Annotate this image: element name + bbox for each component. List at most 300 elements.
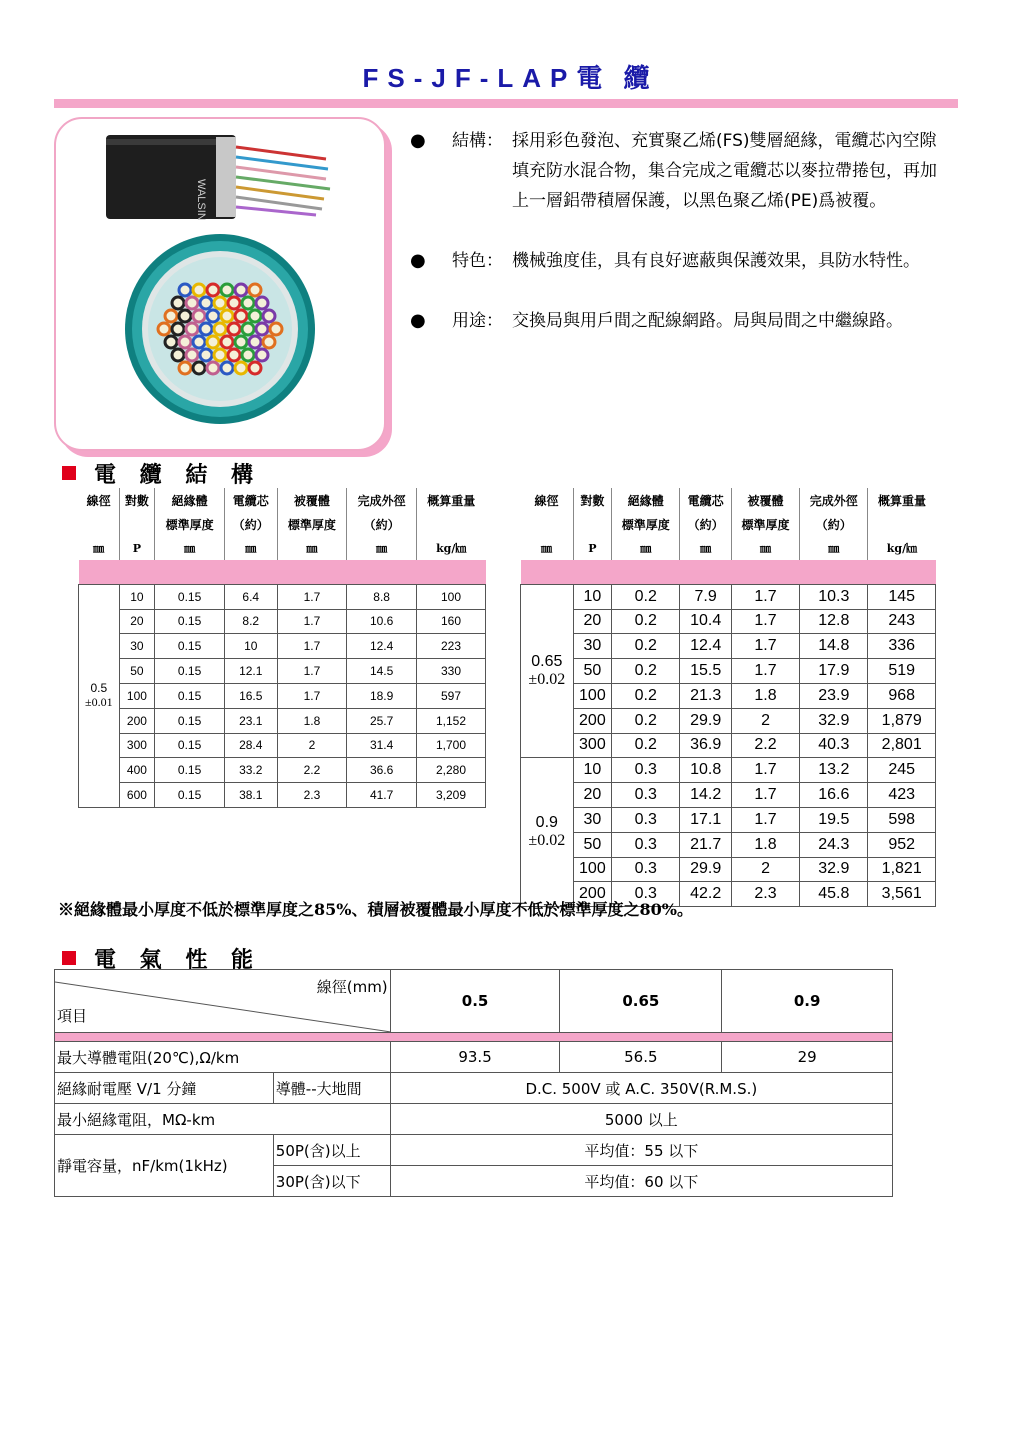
- header-row: [79, 488, 486, 512]
- cable-illustration: [56, 119, 384, 449]
- table-cell: 16.5: [224, 683, 277, 708]
- cable-core: [186, 323, 198, 335]
- table-cell: 3,209: [416, 783, 485, 808]
- table-row: [79, 634, 486, 659]
- header-row: [55, 970, 893, 1033]
- cable-core: [214, 349, 226, 361]
- table-cell: 14.8: [800, 634, 868, 659]
- table-row: [79, 659, 486, 684]
- col-header: 標準厚度: [155, 512, 225, 536]
- cable-core: [221, 362, 233, 374]
- col-header: [573, 512, 612, 536]
- table-row: [55, 1073, 893, 1104]
- table-cell: 7.9: [680, 584, 732, 609]
- table-cell: 2: [277, 733, 347, 758]
- table-cell: 100: [416, 584, 485, 609]
- col-header: （約）: [224, 512, 277, 536]
- col-header: 對數: [573, 488, 612, 512]
- cable-core: [249, 310, 261, 322]
- cable-core: [172, 349, 184, 361]
- wire-tolerance: ±0.02: [528, 671, 566, 689]
- table-cell: 0.3: [612, 857, 680, 882]
- header-row: [79, 512, 486, 536]
- col-header: [521, 512, 574, 536]
- table-cell: 14.2: [680, 783, 732, 808]
- table-cell: 17.1: [680, 807, 732, 832]
- wire-size-cell: [521, 584, 574, 758]
- bullet-dot-icon: ●: [410, 250, 426, 271]
- table-row: [521, 609, 936, 634]
- table-cell: 50: [573, 659, 612, 684]
- table-cell: 1.7: [731, 783, 799, 808]
- table-cell: 23.9: [800, 683, 868, 708]
- table-cell: 10.6: [347, 609, 417, 634]
- cable-core: [256, 297, 268, 309]
- table-cell: 600: [119, 783, 155, 808]
- table-cell: 0.2: [612, 634, 680, 659]
- table-row: [521, 832, 936, 857]
- table-row: [521, 758, 936, 783]
- table-cell: 平均值：60 以下: [390, 1166, 892, 1197]
- wire-size: 0.65: [531, 653, 563, 671]
- table-row: [79, 708, 486, 733]
- table-row: [55, 1104, 893, 1135]
- table-cell: 38.1: [224, 783, 277, 808]
- cable-core: [193, 284, 205, 296]
- col-header: 標準厚度: [731, 512, 799, 536]
- cable-core: [179, 310, 191, 322]
- units-row: [79, 536, 486, 560]
- section-title: 電 氣 性 能: [94, 948, 261, 973]
- table-cell: 56.5: [560, 1042, 722, 1073]
- table-cell: 1,152: [416, 708, 485, 733]
- table-row: [521, 683, 936, 708]
- cable-core: [165, 310, 177, 322]
- cable-core: [228, 349, 240, 361]
- col-header: 電纜芯: [680, 488, 732, 512]
- table-row: [55, 1135, 893, 1166]
- cable-core: [235, 310, 247, 322]
- col-header: 線徑: [534, 493, 559, 508]
- table-cell: 36.9: [680, 733, 732, 758]
- cable-core: [179, 336, 191, 348]
- cable-core: [214, 297, 226, 309]
- table-cell: 2.3: [731, 882, 799, 907]
- row-label: 最小絕緣電阻，MΩ-km: [55, 1104, 391, 1135]
- table-cell: 20: [573, 609, 612, 634]
- table-cell: 1.7: [277, 659, 347, 684]
- col-header: 概算重量: [416, 488, 485, 512]
- table-cell: 1.7: [277, 634, 347, 659]
- spec-table-2: [520, 488, 936, 907]
- cable-core: [235, 362, 247, 374]
- table-cell: 330: [416, 659, 485, 684]
- table-cell: 1,821: [868, 857, 936, 882]
- table-cell: 20: [119, 609, 155, 634]
- table-cell: 200: [573, 708, 612, 733]
- table-cell: 1.7: [731, 659, 799, 684]
- row-sublabel: 30P(含)以下: [273, 1166, 390, 1197]
- title-divider: [54, 99, 958, 108]
- table-cell: 12.4: [680, 634, 732, 659]
- table-cell: 21.3: [680, 683, 732, 708]
- table-cell: 平均值：55 以下: [390, 1135, 892, 1166]
- row-sublabel: 導體--大地間: [273, 1073, 390, 1104]
- unit-label: ㎜: [612, 536, 680, 560]
- product-photo: [54, 117, 386, 451]
- table-cell: 100: [573, 683, 612, 708]
- table-cell: 968: [868, 683, 936, 708]
- col-header: 絕緣體: [612, 488, 680, 512]
- feature-list: [410, 126, 950, 360]
- wire-size-cell: [79, 584, 120, 807]
- col-header: 標準厚度: [277, 512, 347, 536]
- table-cell: 17.9: [800, 659, 868, 684]
- table-cell: 0.15: [155, 659, 225, 684]
- diagonal-header-cell: [55, 970, 391, 1033]
- cable-core: [200, 349, 212, 361]
- table-cell: 13.2: [800, 758, 868, 783]
- red-square-icon: [62, 951, 76, 965]
- cable-core: [221, 284, 233, 296]
- table-cell: 336: [868, 634, 936, 659]
- wire-size: 0.5: [90, 681, 108, 696]
- section-title: 電 纜 結 構: [94, 463, 261, 488]
- unit-label: kg/㎞: [868, 536, 936, 560]
- table-cell: 0.2: [612, 708, 680, 733]
- table-cell: 519: [868, 659, 936, 684]
- table-cell: 0.3: [612, 882, 680, 907]
- table-cell: 1.7: [731, 758, 799, 783]
- table-cell: 15.5: [680, 659, 732, 684]
- cable-core: [186, 297, 198, 309]
- table-cell: 1.7: [731, 807, 799, 832]
- cable-core: [179, 362, 191, 374]
- table-cell: 597: [416, 683, 485, 708]
- table-row: [521, 807, 936, 832]
- col-header: [416, 512, 485, 536]
- table-cell: 1.8: [731, 683, 799, 708]
- table-cell: 40.3: [800, 733, 868, 758]
- table-cell: 32.9: [800, 857, 868, 882]
- cable-core: [249, 336, 261, 348]
- col-header: [868, 512, 936, 536]
- table-cell: 33.2: [224, 758, 277, 783]
- table-cell: 16.6: [800, 783, 868, 808]
- list-item: [410, 126, 950, 216]
- table-cell: 1.7: [731, 584, 799, 609]
- table-cell: 0.3: [612, 758, 680, 783]
- col-header: 絕緣體: [155, 488, 225, 512]
- bullet-dot-icon: ●: [410, 130, 426, 151]
- table-cell: 10.8: [680, 758, 732, 783]
- unit-label: ㎜: [224, 536, 277, 560]
- table-cell: 0.15: [155, 733, 225, 758]
- cable-core: [207, 284, 219, 296]
- cable-core: [242, 297, 254, 309]
- cable-core: [158, 323, 170, 335]
- cable-core: [214, 323, 226, 335]
- col-header: 標準厚度: [612, 512, 680, 536]
- unit-label: kg/㎞: [416, 536, 485, 560]
- table-cell: 0.15: [155, 609, 225, 634]
- table-cell: 0.15: [155, 584, 225, 609]
- bullet-label: 結構：: [452, 131, 503, 151]
- table-row: [55, 1042, 893, 1073]
- cable-core: [249, 284, 261, 296]
- table-row: [521, 584, 936, 609]
- table-cell: 300: [573, 733, 612, 758]
- col-header: （約）: [680, 512, 732, 536]
- unit-label: ㎜: [541, 542, 553, 555]
- cable-core: [256, 323, 268, 335]
- red-square-icon: [62, 466, 76, 480]
- table-cell: 2: [731, 857, 799, 882]
- cable-core: [193, 336, 205, 348]
- table-cell: 0.3: [612, 807, 680, 832]
- bullet-text: 機械強度佳，具有良好遮蔽與保護效果，具防水特性。: [512, 251, 920, 271]
- electrical-table: [54, 969, 893, 1197]
- table-cell: 3,561: [868, 882, 936, 907]
- cable-core: [193, 310, 205, 322]
- table-cell: 160: [416, 609, 485, 634]
- table-cell: 29: [722, 1042, 893, 1073]
- pink-separator: [79, 560, 486, 584]
- unit-label: ㎜: [731, 536, 799, 560]
- table-cell: 29.9: [680, 708, 732, 733]
- cable-core: [242, 349, 254, 361]
- cable-core: [270, 323, 282, 335]
- cable-core: [249, 362, 261, 374]
- cable-core: [228, 297, 240, 309]
- unit-label: P: [119, 536, 155, 560]
- table-cell: 8.2: [224, 609, 277, 634]
- table-cell: 0.2: [612, 733, 680, 758]
- table-cell: 10: [573, 584, 612, 609]
- cable-core: [235, 284, 247, 296]
- list-item: [410, 246, 950, 276]
- bullet-label: 用途：: [452, 311, 503, 331]
- table-cell: 45.8: [800, 882, 868, 907]
- table-cell: 0.2: [612, 659, 680, 684]
- cable-core: [172, 323, 184, 335]
- table-cell: 952: [868, 832, 936, 857]
- table-cell: 100: [119, 683, 155, 708]
- header-row: [521, 488, 936, 512]
- table-cell: 1.7: [277, 584, 347, 609]
- table-cell: 30: [573, 634, 612, 659]
- col-header: [79, 512, 120, 536]
- table-cell: 0.2: [612, 683, 680, 708]
- row-label: 最大導體電阻(20℃),Ω/km: [55, 1042, 391, 1073]
- table-cell: 423: [868, 783, 936, 808]
- table-row: [521, 659, 936, 684]
- col-header: [119, 512, 155, 536]
- table-cell: 0.3: [612, 832, 680, 857]
- unit-label: ㎜: [155, 536, 225, 560]
- col-header: 線徑: [86, 493, 111, 508]
- table-cell: 18.9: [347, 683, 417, 708]
- footnote: ※絕緣體最小厚度不低於標準厚度之85%、積層被覆體最小厚度不低於標準厚度之80%。: [58, 900, 693, 919]
- unit-label: ㎜: [800, 536, 868, 560]
- table-row: [79, 733, 486, 758]
- cable-core: [172, 297, 184, 309]
- table-cell: 10.4: [680, 609, 732, 634]
- table-cell: 2.3: [277, 783, 347, 808]
- row-label: 絕緣耐電壓 V/1 分鐘: [55, 1073, 274, 1104]
- cable-core: [242, 323, 254, 335]
- bullet-text: 採用彩色發泡、充實聚乙烯(FS)雙層絕緣，電纜芯內空隙填充防水混合物，集合完成之電纜芯以麥拉帶捲包，再加上一層鋁帶積層保護，以黑色聚乙烯(PE)爲被覆。: [512, 131, 937, 211]
- cable-core: [200, 297, 212, 309]
- table-cell: 243: [868, 609, 936, 634]
- table-cell: 1.7: [731, 609, 799, 634]
- table-cell: 2: [731, 708, 799, 733]
- table-cell: 23.1: [224, 708, 277, 733]
- table-cell: 41.7: [347, 783, 417, 808]
- col-header: （約）: [800, 512, 868, 536]
- wire-size: 0.9: [535, 814, 558, 832]
- cable-core: [221, 310, 233, 322]
- table-cell: 21.7: [680, 832, 732, 857]
- table-cell: 24.3: [800, 832, 868, 857]
- table-cell: 1,879: [868, 708, 936, 733]
- bullet-label: 特色：: [452, 251, 503, 271]
- table-cell: 200: [573, 882, 612, 907]
- table-cell: 14.5: [347, 659, 417, 684]
- brand-mark: WALSIN: [195, 179, 207, 221]
- unit-label: ㎜: [93, 542, 105, 555]
- table-cell: 42.2: [680, 882, 732, 907]
- table-row: [521, 708, 936, 733]
- cable-core: [235, 336, 247, 348]
- table-cell: 25.7: [347, 708, 417, 733]
- wire-tolerance: ±0.02: [528, 832, 566, 850]
- table-cell: 598: [868, 807, 936, 832]
- table-cell: 10: [119, 584, 155, 609]
- table-cell: 30: [119, 634, 155, 659]
- col-header: 完成外徑: [800, 488, 868, 512]
- cable-core: [207, 310, 219, 322]
- cable-core: [221, 336, 233, 348]
- wire-size-cell: [521, 758, 574, 907]
- size-header: 0.9: [722, 970, 893, 1033]
- header-row: [521, 512, 936, 536]
- table-cell: 2.2: [731, 733, 799, 758]
- table-cell: 31.4: [347, 733, 417, 758]
- cable-core: [263, 336, 275, 348]
- pink-separator: [521, 560, 936, 584]
- table-cell: 1.7: [731, 634, 799, 659]
- cable-core: [193, 362, 205, 374]
- cable-core: [179, 284, 191, 296]
- title-model: FS-JF-LAP: [362, 63, 577, 93]
- section-heading-structure: [62, 458, 261, 489]
- cable-core: [207, 336, 219, 348]
- bullet-dot-icon: ●: [410, 310, 426, 331]
- table-cell: 12.8: [800, 609, 868, 634]
- table-cell: 245: [868, 758, 936, 783]
- table-cell: 0.15: [155, 708, 225, 733]
- table-cell: 145: [868, 584, 936, 609]
- page-title: [0, 58, 1018, 95]
- table-cell: 0.15: [155, 683, 225, 708]
- table-cell: 1.7: [277, 609, 347, 634]
- row-label: 靜電容量，nF/km(1kHz): [55, 1135, 274, 1197]
- pink-separator: [55, 1033, 893, 1042]
- col-header: 被覆體: [731, 488, 799, 512]
- cable-core: [256, 349, 268, 361]
- table-cell: 50: [573, 832, 612, 857]
- table-cell: 1.8: [731, 832, 799, 857]
- table-cell: 223: [416, 634, 485, 659]
- table-cell: 10: [573, 758, 612, 783]
- cable-core: [228, 323, 240, 335]
- table-cell: 10: [224, 634, 277, 659]
- cable-core: [207, 362, 219, 374]
- table-row: [79, 758, 486, 783]
- table-row: [79, 783, 486, 808]
- cable-core: [165, 336, 177, 348]
- col-header: 電纜芯: [224, 488, 277, 512]
- table-cell: 1,700: [416, 733, 485, 758]
- cable-core: [200, 323, 212, 335]
- table-cell: 10.3: [800, 584, 868, 609]
- table-row: [79, 584, 486, 609]
- table-cell: 93.5: [390, 1042, 560, 1073]
- table-cell: 1.8: [277, 708, 347, 733]
- table-row: [521, 733, 936, 758]
- table-cell: 12.1: [224, 659, 277, 684]
- table-cell: 12.4: [347, 634, 417, 659]
- table-cell: 0.15: [155, 783, 225, 808]
- table-cell: 19.5: [800, 807, 868, 832]
- unit-label: ㎜: [347, 536, 417, 560]
- table-cell: 1.7: [277, 683, 347, 708]
- wire-tolerance: ±0.01: [85, 695, 113, 710]
- table-row: [521, 634, 936, 659]
- unit-label: P: [573, 536, 612, 560]
- units-row: [521, 536, 936, 560]
- table-cell: 6.4: [224, 584, 277, 609]
- corner-label-size: 線徑(mm): [316, 978, 388, 996]
- table-cell: 100: [573, 857, 612, 882]
- col-header: 對數: [119, 488, 155, 512]
- col-header: 概算重量: [868, 488, 936, 512]
- cable-core: [263, 310, 275, 322]
- row-sublabel: 50P(含)以上: [273, 1135, 390, 1166]
- size-header: 0.65: [560, 970, 722, 1033]
- table-cell: 300: [119, 733, 155, 758]
- table-cell: 50: [119, 659, 155, 684]
- bullet-text: 交換局與用戶間之配線網路。局與局間之中繼線路。: [512, 311, 903, 331]
- table-cell: 32.9: [800, 708, 868, 733]
- table-cell: 2,801: [868, 733, 936, 758]
- table-cell: 28.4: [224, 733, 277, 758]
- table-cell: 30: [573, 807, 612, 832]
- col-header: （約）: [347, 512, 417, 536]
- title-cable: 電 纜: [576, 64, 656, 94]
- table-cell: 36.6: [347, 758, 417, 783]
- unit-label: ㎜: [277, 536, 347, 560]
- table-cell: 0.2: [612, 609, 680, 634]
- size-header: 0.5: [390, 970, 560, 1033]
- table-cell: 8.8: [347, 584, 417, 609]
- table-cell: D.C. 500V 或 A.C. 350V(R.M.S.): [390, 1073, 892, 1104]
- corner-label-item: 項目: [57, 1007, 88, 1025]
- table-cell: 0.15: [155, 634, 225, 659]
- list-item: [410, 306, 950, 336]
- table-cell: 29.9: [680, 857, 732, 882]
